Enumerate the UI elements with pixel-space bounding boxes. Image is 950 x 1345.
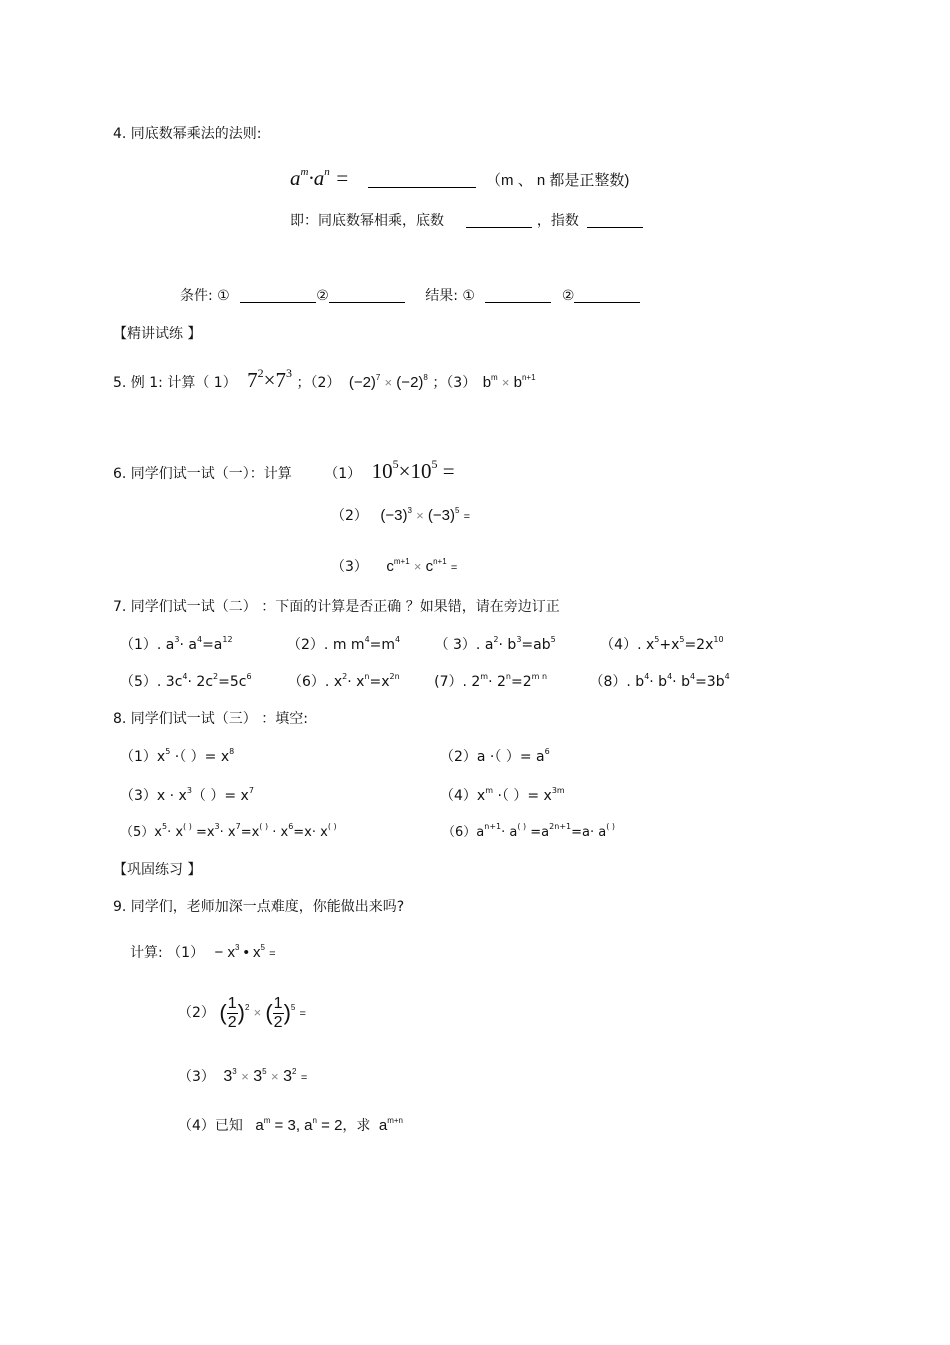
q9-expr-3: $3^3 \times 3^5 \times 3^2$ = [223,1067,308,1085]
q4-formula [290,168,629,189]
q6-l3: （3） [331,559,368,575]
q7-item-5: （5）. $3c^4\cdot 2c^2=5c^6$ [120,672,252,690]
result-label: 结果: [425,288,458,304]
q7-item-1: （1）. $a^3\cdot a^4=a^{12}$ [120,635,233,653]
q6-expr-2: $(-3)^3 \times (-3)^5$ = [380,506,471,524]
q9-calc: 计算: （1） [130,945,205,961]
result-blank-2[interactable] [574,288,640,303]
formula-am-an: $a^m\cdot a^n$ = [290,166,350,190]
q8-item-6: $(6)a^{n+1}\cdot a^{( )} =a^{2n+1}=a\cdot a^{( )}$ [442,822,615,840]
q6-row-2 [331,508,470,523]
q8-lead: 8. 同学们试一试（三） ：填空: [113,711,308,727]
q6-expr-3: $c^{m+1} \times c^{n+1}$ = [386,557,458,575]
q8-item-4: $(4)x^m$ ·（ ）= $x^{3m}$ [440,786,565,804]
q9-l3: （3） [178,1069,215,1085]
q9-lead: 9. 同学们，老师加深一点难度，你能做出来吗? [113,899,405,915]
q6-row-1 [113,457,455,483]
q4-conditions [180,288,640,303]
q5-row [113,366,536,392]
q5-p3: ；（3） [432,375,477,391]
cond-label: 条件: [180,288,213,304]
q9-expr-2: ( $\frac{1}{2}$ )$^2$ × ( $\frac{1}{2}$ )$^5$ = [219,995,306,1031]
exponent-blank[interactable] [587,213,643,228]
q7-item-4: （4）. $x^5+x^5=2x^{10}$ [600,635,724,653]
result-blank-1[interactable] [485,288,551,303]
q9-ask: ，求 [342,1118,371,1134]
rule-prefix: 即：同底数幂相乘，底数 [290,213,444,229]
q4-title: 4. 同底数幂乘法的法则: [113,126,262,142]
q7-item-3: （ 3）. $a^2\cdot b^3=ab^5$ [434,635,556,653]
circle-1b: ① [462,288,475,304]
q9-row-1 [130,945,276,960]
q7-row-2 [120,672,730,690]
circle-2b: ② [561,288,575,304]
circle-2: ② [316,288,329,304]
q7-item-7: (7）. $2^m\cdot 2^n=2^{m n}$ [434,672,548,690]
q9-row-3 [178,1069,307,1085]
q5-expr-3: $b^m \times b^{n+1}$ [482,373,536,391]
answer-blank[interactable] [368,173,476,188]
cond-blank-1[interactable] [240,288,316,303]
q6-expr-1: $10^5\times 10^5$ = [371,457,455,483]
q5-lead: 5. 例 1: 计算（ 1） [113,375,237,391]
q6-row-3 [331,559,457,574]
q8-item-5: $(5)x^5\cdot x^{( )} =x^3\cdot x^7=x^{( )} \cdot x^6=x\cdot x^{( )}$ [120,822,337,840]
q6-l2: （2） [331,508,368,524]
section-gonggu: 【巩固练习 】 [113,862,202,878]
q7-lead: 7. 同学们试一试（二） ：下面的计算是否正确 ？如果错，请在旁边订正 [113,599,560,615]
section-jingjiang: 【精讲试练 】 [113,326,202,342]
formula-note: （m 、 n 都是正整数) [486,172,630,189]
q9-expr-1: − $x^3$ • $x^5$ = [214,943,276,961]
rule-mid: ，指数 [536,213,579,229]
cond-blank-2[interactable] [329,288,405,303]
q5-p2: ；（2） [296,375,341,391]
circle-1: ① [217,288,230,304]
q9-expr-4b: $a^{m+n}$ [378,1116,403,1134]
q7-item-6: （6）. $x^2\cdot x^n=x^{2n}$ [288,672,400,690]
base-blank[interactable] [466,213,532,228]
q9-l2: （2） [178,1005,215,1022]
q9-row-4 [178,1118,403,1133]
q8-item-2: （2）a ·（ ）= $a^6$ [440,747,550,765]
q5-expr-1: $7^2\times 7^3$ [247,366,292,392]
q8-item-3: $(3)x \cdot x^3$（ ）= $x^7$ [120,786,254,804]
q6-l1: （1） [324,466,362,482]
q5-expr-2: $(-2)^7 \times (-2)^8$ [348,373,428,391]
q8-item-1: $(1)x^5$ ·（ ）= $x^8$ [120,747,235,765]
q7-item-2: （2）. m $m^4=m^4$ [287,635,401,653]
q9-l4: （4）已知 [178,1118,243,1134]
q7-item-8: （8）. $b^4\cdot b^4\cdot b^4=3b^4$ [589,672,730,690]
q9-row-2 [178,995,306,1031]
q4-rule [290,213,643,228]
q7-row-1 [120,635,724,653]
q6-lead: 6. 同学们试一试（一）：计算 [113,466,292,482]
q9-expr-4: $a^m = 3$, $a^n = 2$ [255,1116,343,1134]
